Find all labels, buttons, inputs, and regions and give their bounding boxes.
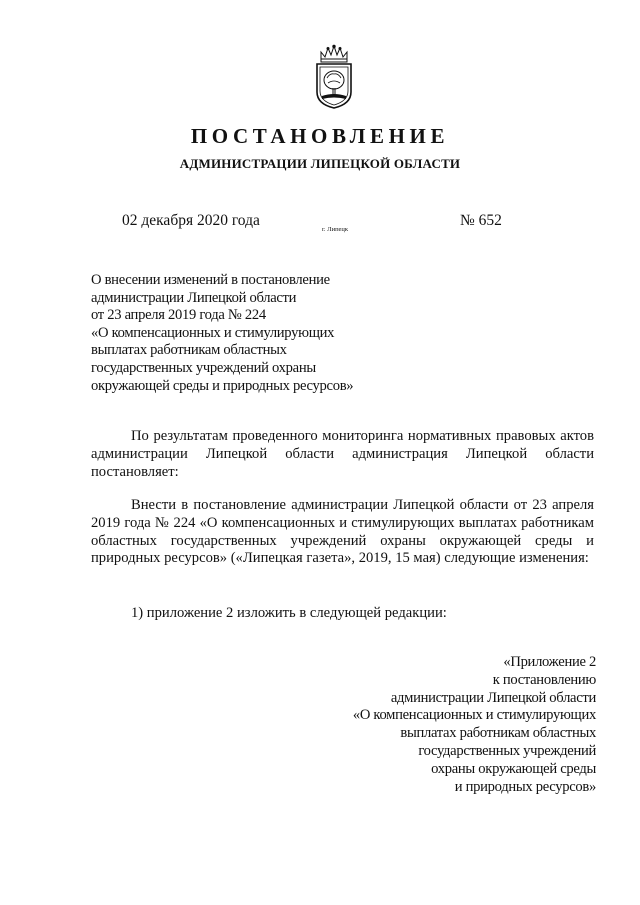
appendix-line: выплатах работникам областных [400, 725, 596, 742]
document-title: ПОСТАНОВЛЕНИЕ [190, 124, 450, 148]
document-date: 02 декабря 2020 года [122, 212, 260, 229]
subject-line: от 23 апреля 2019 года № 224 [91, 307, 266, 324]
appendix-line: и природных ресурсов» [454, 778, 596, 795]
appendix-line: охраны окружающей среды [431, 760, 596, 777]
document-city: г. Липецк [322, 226, 349, 233]
subject-line: О внесении изменений в постановление [91, 272, 330, 288]
appendix-header [353, 654, 596, 796]
lipetsk-coat-of-arms-icon [314, 44, 354, 110]
body-list-item: 1) приложение 2 изложить в следующей редакции: [131, 605, 447, 621]
appendix-line: государственных учреждений [418, 742, 596, 759]
subject-line: окружающей среды и природных ресурсов» [91, 377, 354, 394]
subject-line: администрации Липецкой области [91, 289, 297, 306]
document-number: № 652 [460, 212, 502, 229]
document-subtitle: АДМИНИСТРАЦИИ ЛИПЕЦКОЙ ОБЛАСТИ [179, 156, 461, 171]
subject-line: государственных учреждений охраны [91, 359, 316, 376]
appendix-line: «Приложение 2 [503, 654, 596, 670]
body-paragraph: По результатам проведенного мониторинга нормативных правовых актов администрации Липецкой области администрация Липецкой области постановляет: [91, 428, 594, 480]
document-subject [91, 272, 431, 395]
body-paragraph: Внести в постановление администрации Липецкой области от 23 апреля 2019 года № 224 «О компенсационных и стимулирующих выплатах работникам областных государственных учреждений охраны окружающей среды и природных ресурсов» («Липецкая газета», 2019, 15 мая) следующие изменения: [91, 497, 594, 567]
appendix-line: «О компенсационных и стимулирующих [352, 707, 596, 724]
appendix-line: к постановлению [492, 671, 596, 688]
appendix-line: администрации Липецкой области [390, 689, 596, 706]
subject-line: выплатах работникам областных [91, 342, 287, 359]
subject-line: «О компенсационных и стимулирующих [91, 324, 335, 341]
